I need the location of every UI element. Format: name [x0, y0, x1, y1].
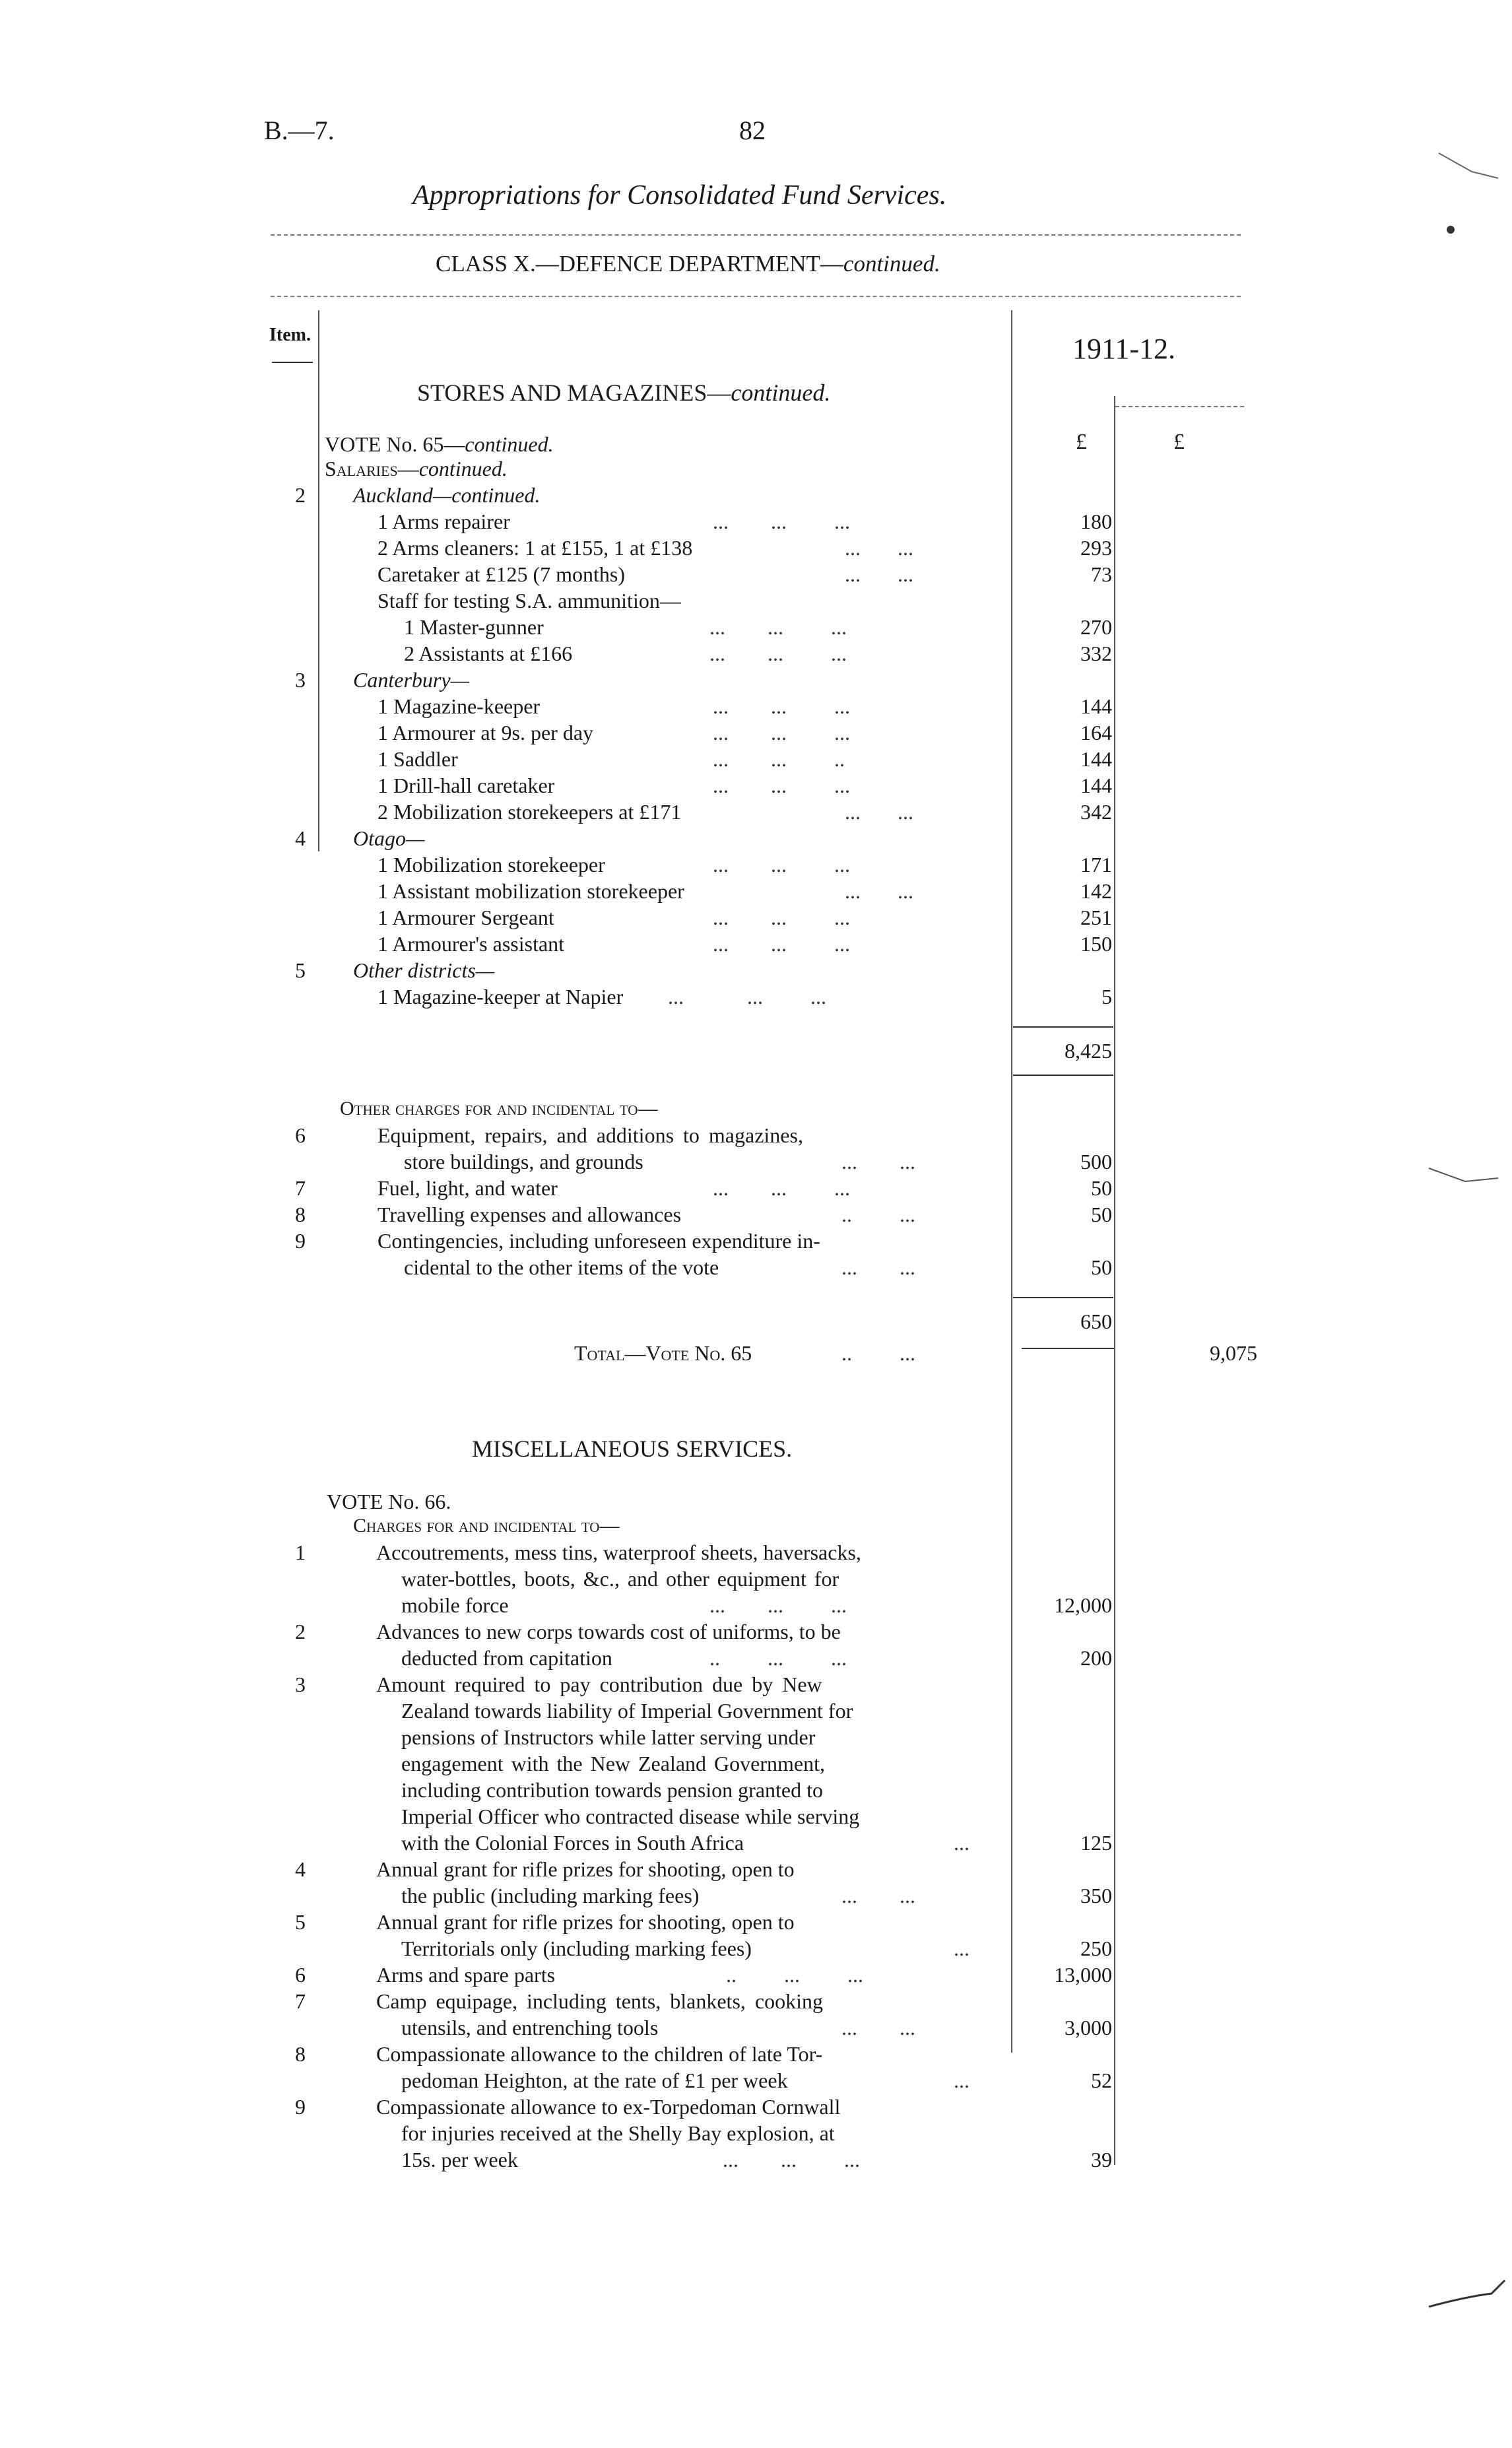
subtotal-bottom-rule — [1013, 1075, 1113, 1076]
header-rule — [271, 296, 1241, 297]
item-header-underline — [272, 362, 313, 363]
line-item: Camp equipage, including tents, blankets, cooking — [376, 1989, 823, 2013]
line-item-continuation: utensils, and entrenching tools — [401, 2016, 659, 2039]
line-item-continuation: engagement with the New Zealand Government, — [401, 1752, 825, 1775]
line-item: Equipment, repairs, and additions to magazines, — [378, 1123, 803, 1147]
vote-65-total: 9,075 — [1210, 1341, 1257, 1365]
leader-dots: ... ... — [845, 800, 913, 824]
leader-dots: ... ... ... — [713, 906, 850, 929]
vote-65-label — [325, 431, 554, 457]
class-title-text: CLASS X.—DEFENCE DEPARTMENT— — [436, 251, 843, 277]
line-item-continuation: Zealand towards liability of Imperial Government for — [401, 1699, 853, 1723]
title-rule — [271, 234, 1241, 236]
leader-dots: ... ... ... — [709, 642, 847, 665]
line-item: 1 Drill-hall caretaker — [378, 774, 555, 797]
amount: 500 — [1080, 1150, 1112, 1174]
amount: 342 — [1080, 800, 1112, 824]
amount: 125 — [1080, 1831, 1112, 1855]
item-column-rule — [318, 310, 319, 851]
leader-dots: ... ... ... — [709, 1593, 847, 1617]
item-number: 7 — [295, 1989, 306, 2013]
item-number: 4 — [295, 1857, 306, 1881]
leader-dots: ... — [954, 2068, 970, 2092]
item-number: 3 — [295, 1672, 306, 1696]
amount: 12,000 — [1054, 1593, 1112, 1617]
salaries-subtotal: 8,425 — [1065, 1039, 1112, 1063]
amount: 350 — [1080, 1884, 1112, 1907]
line-item: Compassionate allowance to the children of late Tor- — [376, 2042, 823, 2066]
amount: 270 — [1080, 615, 1112, 639]
vote-65-continued: continued. — [465, 432, 554, 456]
leader-dots: ... ... .. — [713, 747, 845, 771]
item-column-header: Item. — [269, 325, 311, 345]
amount: 50 — [1091, 1203, 1112, 1226]
line-item-continuation: deducted from capitation — [401, 1646, 612, 1670]
line-item: 1 Armourer Sergeant — [378, 906, 554, 929]
line-item: Annual grant for rifle prizes for shooting, open to — [376, 1857, 795, 1881]
line-item: Advances to new corps towards cost of uniforms, to be — [376, 1620, 841, 1643]
leader-dots: ... ... ... — [668, 985, 826, 1009]
leader-dots: ... ... ... — [713, 932, 850, 956]
salaries-text: Salaries— — [325, 457, 419, 480]
vote-66-label: VOTE No. 66. — [327, 1490, 451, 1513]
leader-dots: ... ... ... — [709, 615, 847, 639]
salaries-label — [325, 455, 508, 482]
leader-dots: ... ... — [845, 879, 913, 903]
line-item-continuation: pensions of Instructors while latter serving under — [401, 1725, 816, 1749]
leader-dots: ... ... ... — [713, 510, 850, 533]
item-number: 7 — [295, 1176, 306, 1200]
leader-dots: ... ... ... — [713, 1176, 850, 1200]
line-item: Arms and spare parts — [376, 1963, 556, 1987]
vote-65-text: VOTE No. 65— — [325, 432, 465, 456]
line-item-continuation: store buildings, and grounds — [404, 1150, 643, 1174]
amount: 144 — [1080, 774, 1112, 797]
line-item-continuation: the public (including marking fees) — [401, 1884, 700, 1907]
year-column-header: 1911-12. — [1072, 333, 1176, 365]
amount: 5 — [1101, 985, 1112, 1009]
line-item: Travelling expenses and allowances — [378, 1203, 682, 1226]
leader-dots: .. ... ... — [709, 1646, 847, 1670]
line-item: Caretaker at £125 (7 months) — [378, 562, 625, 586]
line-item-continuation: Territorials only (including marking fees) — [401, 1936, 752, 1960]
leader-dots: .. ... — [841, 1341, 915, 1365]
leader-dots: ... ... — [841, 1884, 915, 1907]
amount: 332 — [1080, 642, 1112, 665]
item-number: 5 — [295, 958, 306, 982]
leader-dots: ... — [954, 1831, 970, 1855]
total-rule — [1022, 1348, 1114, 1349]
line-item: 1 Saddler — [378, 747, 458, 771]
year-header-rule — [1115, 406, 1244, 407]
subtotal-rule — [1013, 1026, 1113, 1028]
line-item: 1 Assistant mobilization storekeeper — [378, 879, 684, 903]
item-number: 8 — [295, 1203, 306, 1226]
amount: 50 — [1091, 1176, 1112, 1200]
leader-dots: ... — [954, 1936, 970, 1960]
item-number: 6 — [295, 1963, 306, 1987]
amount: 250 — [1080, 1936, 1112, 1960]
line-item-continuation: water-bottles, boots, &c., and other equipment for — [401, 1567, 839, 1591]
amount-column-rule — [1114, 396, 1115, 2165]
auckland-label — [353, 482, 540, 508]
amount: 13,000 — [1054, 1963, 1112, 1987]
amount: 171 — [1080, 853, 1112, 877]
line-item: Annual grant for rifle prizes for shooting, open to — [376, 1910, 795, 1934]
stores-heading-text: STORES AND MAGAZINES— — [417, 380, 731, 406]
line-item-continuation: with the Colonial Forces in South Africa — [401, 1831, 744, 1855]
amount: 293 — [1080, 536, 1112, 560]
currency-symbol-col1: £ — [1076, 430, 1087, 454]
charges-subtotal: 650 — [1080, 1309, 1112, 1333]
amount: 52 — [1091, 2068, 1112, 2092]
canterbury-label: Canterbury— — [353, 668, 469, 692]
line-item: 1 Magazine-keeper — [378, 694, 541, 718]
line-item: 1 Arms repairer — [378, 510, 510, 533]
line-item: 2 Mobilization storekeepers at £171 — [378, 800, 682, 824]
leader-dots: ... ... ... — [713, 721, 850, 744]
line-item-continuation: 15s. per week — [401, 2148, 518, 2171]
subtotal-rule — [1013, 1297, 1113, 1298]
line-item: 1 Armourer's assistant — [378, 932, 565, 956]
other-charges-label: Other charges for and incidental to— — [340, 1098, 658, 1119]
line-item: Accoutrements, mess tins, waterproof sheets, haversacks, — [376, 1540, 861, 1564]
amount: 142 — [1080, 879, 1112, 903]
vote-total-label: Total—Vote No. 65 — [574, 1341, 752, 1365]
description-column-rule — [1011, 310, 1012, 2053]
margin-scan-marks — [1432, 145, 1505, 396]
leader-dots: ... ... ... — [713, 774, 850, 797]
amount: 180 — [1080, 510, 1112, 533]
item-number: 9 — [295, 1229, 306, 1253]
line-item: 2 Assistants at £166 — [404, 642, 573, 665]
document-reference: B.—7. — [264, 116, 335, 145]
stores-heading — [417, 380, 830, 406]
class-title — [436, 251, 940, 277]
line-item: Amount required to pay contribution due by New — [376, 1672, 822, 1696]
leader-dots: .. ... ... — [726, 1963, 863, 1987]
item-number: 2 — [295, 1620, 306, 1643]
page-number: 82 — [739, 116, 766, 145]
line-item-continuation: mobile force — [401, 1593, 509, 1617]
leader-dots: ... ... ... — [713, 694, 850, 718]
line-item: 2 Arms cleaners: 1 at £155, 1 at £138 — [378, 536, 693, 560]
line-item: Compassionate allowance to ex-Torpedoman Cornwall — [376, 2095, 841, 2119]
amount: 3,000 — [1065, 2016, 1112, 2039]
item-number: 2 — [295, 483, 306, 507]
auckland-text: Auckland— — [353, 483, 452, 507]
item-number: 8 — [295, 2042, 306, 2066]
amount: 144 — [1080, 747, 1112, 771]
misc-charges-label: Charges for and incidental to— — [353, 1515, 620, 1537]
line-item-continuation: cidental to the other items of the vote — [404, 1255, 719, 1279]
item-number: 1 — [295, 1540, 306, 1564]
margin-scan-mark — [1426, 2270, 1511, 2330]
leader-dots: ... ... ... — [723, 2148, 860, 2171]
amount: 144 — [1080, 694, 1112, 718]
class-title-continued: continued. — [843, 251, 940, 277]
item-number: 9 — [295, 2095, 306, 2119]
line-item: Contingencies, including unforeseen expenditure in- — [378, 1229, 820, 1253]
item-number: 6 — [295, 1123, 306, 1147]
line-item-continuation: pedoman Heighton, at the rate of £1 per week — [401, 2068, 788, 2092]
amount: 164 — [1080, 721, 1112, 744]
misc-heading: MISCELLANEOUS SERVICES. — [472, 1436, 793, 1462]
salaries-continued: continued. — [418, 457, 508, 480]
line-item: Staff for testing S.A. ammunition— — [378, 589, 681, 612]
leader-dots: ... ... — [841, 1150, 915, 1174]
otago-label: Otago— — [353, 826, 425, 850]
leader-dots: .. ... — [841, 1203, 915, 1226]
currency-symbol-col2: £ — [1173, 430, 1185, 454]
leader-dots: ... ... — [841, 2016, 915, 2039]
amount: 73 — [1091, 562, 1112, 586]
leader-dots: ... ... ... — [713, 853, 850, 877]
leader-dots: ... ... — [845, 536, 913, 560]
stores-heading-continued: continued. — [731, 380, 831, 406]
line-item-continuation: Imperial Officer who contracted disease while serving — [401, 1804, 860, 1828]
line-item-continuation: including contribution towards pension granted to — [401, 1778, 823, 1802]
margin-scan-mark — [1426, 1162, 1505, 1201]
leader-dots: ... ... — [845, 562, 913, 586]
line-item: 1 Armourer at 9s. per day — [378, 721, 594, 744]
leader-dots: ... ... — [841, 1255, 915, 1279]
line-item: Fuel, light, and water — [378, 1176, 558, 1200]
line-item: 1 Magazine-keeper at Napier — [378, 985, 624, 1009]
amount: 50 — [1091, 1255, 1112, 1279]
item-number: 4 — [295, 826, 306, 850]
auckland-continued: continued. — [451, 483, 541, 507]
line-item-continuation: for injuries received at the Shelly Bay explosion, at — [401, 2121, 835, 2145]
line-item: 1 Master-gunner — [404, 615, 544, 639]
item-number: 3 — [295, 668, 306, 692]
amount: 39 — [1091, 2148, 1112, 2171]
item-number: 5 — [295, 1910, 306, 1934]
other-districts-label: Other districts— — [353, 958, 495, 982]
page-title: Appropriations for Consolidated Fund Services. — [412, 180, 947, 211]
amount: 251 — [1080, 906, 1112, 929]
amount: 200 — [1080, 1646, 1112, 1670]
line-item: 1 Mobilization storekeeper — [378, 853, 605, 877]
amount: 150 — [1080, 932, 1112, 956]
